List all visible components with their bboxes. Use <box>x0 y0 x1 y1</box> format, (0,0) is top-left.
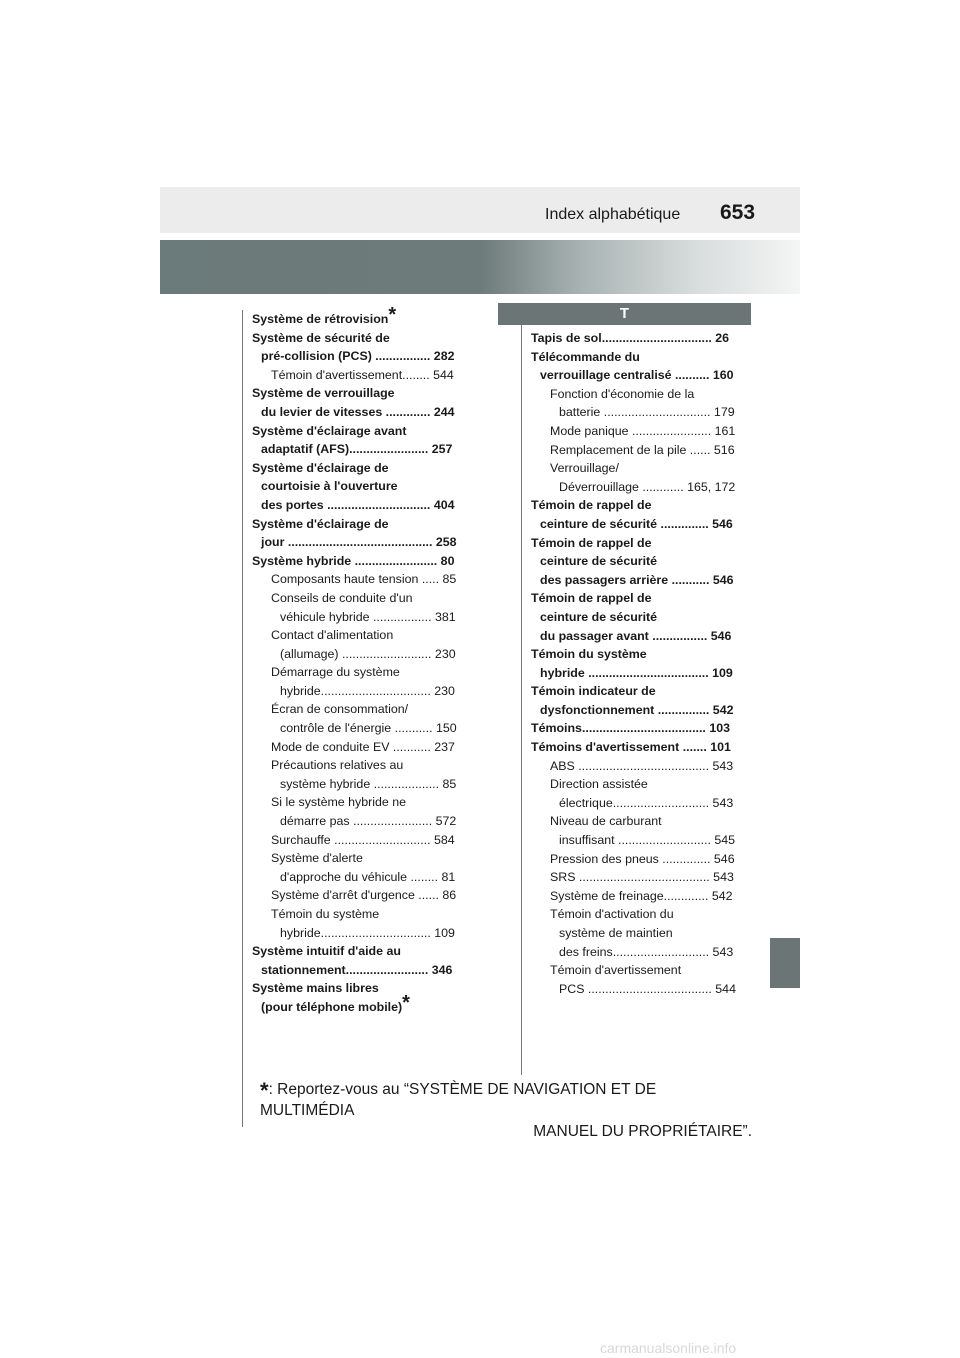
index-entry <box>252 459 472 515</box>
index-entry-line: Direction assistée <box>550 777 648 792</box>
index-entry-line: Système d'alerte <box>271 851 363 866</box>
index-entry <box>531 850 751 869</box>
index-entry <box>531 329 751 348</box>
index-entry-line: Témoin du système <box>271 907 380 921</box>
index-entry-line: d'approche du véhicule ........ 81 <box>280 869 456 884</box>
index-entry-line: Mode panique ....................... 161 <box>550 423 736 438</box>
index-entry-line: verrouillage centralisé .......... 160 <box>540 368 734 383</box>
footnote-reference-asterisk: * <box>388 304 397 326</box>
index-entry-line: Remplacement de la pile ...... 516 <box>550 442 735 457</box>
index-entry-line: dysfonctionnement ............... 542 <box>540 702 734 717</box>
index-entry <box>252 304 472 329</box>
index-entry <box>252 422 472 459</box>
index-entry-line: Composants haute tension ..... 85 <box>271 572 457 587</box>
index-entry-line: batterie ............................... 179 <box>559 405 735 420</box>
index-entry-line: Précautions relatives au <box>271 758 404 773</box>
index-entry <box>531 459 751 496</box>
index-entry <box>252 738 472 757</box>
index-entry-line: hybride................................ 109 <box>280 925 455 940</box>
chapter-gradient-bar <box>160 240 800 294</box>
index-entry-line: Verrouillage/ <box>550 461 619 476</box>
index-entry <box>531 961 751 998</box>
index-entry-line: insuffisant ........................... 545 <box>559 833 736 848</box>
index-entry-line: Témoin d'avertissement <box>550 963 682 978</box>
index-entry <box>252 849 472 886</box>
index-entry-line: Télécommande du <box>531 349 640 364</box>
index-entry-line: système de maintien <box>559 926 673 940</box>
page-header-title: Index alphabétique <box>545 206 681 223</box>
index-entry-line: hybride ................................... 109 <box>540 665 733 680</box>
index-entry-line: Tapis de sol................................ 26 <box>531 331 730 345</box>
column-divider <box>521 310 522 1075</box>
index-entry-line: Conseils de conduite d'un <box>271 590 413 605</box>
index-entry-line: Système d'arrêt d'urgence ...... 86 <box>271 888 457 903</box>
index-entry <box>252 552 472 571</box>
index-entry <box>252 905 472 942</box>
index-entry <box>252 589 472 626</box>
index-entry-line: Témoin de rappel de <box>531 535 652 550</box>
index-entry-line: ceinture de sécurité <box>540 609 658 624</box>
index-entry <box>252 942 472 979</box>
index-entry <box>531 812 751 849</box>
index-entry-line: Témoin d'avertissement........ 544 <box>271 367 454 382</box>
index-entry-line: adaptatif (AFS)....................... 257 <box>261 442 453 457</box>
index-entry-line: des portes .............................. 404 <box>261 497 455 512</box>
header-band <box>160 187 800 233</box>
index-entry-line: Témoin indicateur de <box>531 684 656 699</box>
page-number: 653 <box>720 201 756 224</box>
footnote <box>260 1076 752 1142</box>
index-entry <box>252 626 472 663</box>
chapter-side-tab <box>770 938 800 988</box>
index-entry-line: Système d'éclairage avant <box>252 423 407 438</box>
index-entry-line: Déverrouillage ............ 165, 172 <box>559 479 736 494</box>
index-entry-line: Témoin de rappel de <box>531 591 652 606</box>
index-entry-line: courtoisie à l'ouverture <box>261 479 398 494</box>
index-entry-line: véhicule hybride ................. 381 <box>280 609 456 624</box>
index-entry <box>531 348 751 385</box>
index-entry-line: Système intuitif d'aide au <box>252 944 401 959</box>
index-entry <box>531 441 751 460</box>
index-entry-line: PCS .................................... 544 <box>559 981 736 996</box>
index-entry <box>531 868 751 887</box>
index-entry-line: Système de freinage............. 542 <box>550 888 733 903</box>
index-entry <box>531 534 751 590</box>
index-entry-line: Démarrage du système <box>271 665 400 680</box>
index-column-right <box>531 329 751 998</box>
index-entry <box>531 496 751 533</box>
index-entry <box>252 793 472 830</box>
index-entry <box>531 738 751 757</box>
left-column-rule <box>242 310 243 1127</box>
index-entry-line: Témoin d'activation du <box>550 907 674 922</box>
index-entry <box>252 329 472 366</box>
index-entry <box>531 757 751 776</box>
index-entry <box>531 719 751 738</box>
footnote-line-2: MANUEL DU PROPRIÉTAIRE”. <box>533 1123 752 1140</box>
index-entry-line: ceinture de sécurité <box>540 554 658 569</box>
index-entry-line: ABS ...................................... 543 <box>550 758 734 773</box>
index-entry-line: Contact d'alimentation <box>271 628 394 643</box>
index-entry <box>252 515 472 552</box>
index-entry <box>531 887 751 906</box>
index-entry <box>252 366 472 385</box>
index-entry-line: Niveau de carburant <box>550 814 662 829</box>
index-entry-line: (allumage) .......................... 230 <box>280 646 456 661</box>
watermark: carmanualsonline.info <box>600 1340 737 1356</box>
index-column-left <box>252 304 472 1017</box>
index-entry-line: Fonction d'économie de la <box>550 386 695 401</box>
index-entry <box>252 663 472 700</box>
index-entry-line: Témoins d'avertissement ....... 101 <box>531 740 731 755</box>
index-entry <box>531 422 751 441</box>
index-entry-line: ceinture de sécurité .............. 546 <box>540 516 733 531</box>
index-entry-line: stationnement........................ 346 <box>261 962 453 977</box>
index-entry-line: contrôle de l'énergie ........... 150 <box>280 721 457 736</box>
index-entry <box>531 682 751 719</box>
index-entry <box>252 831 472 850</box>
footnote-line-1: : Reportez-vous au “SYSTÈME DE NAVIGATION ET DE MULTIMÉDIA <box>260 1081 657 1119</box>
index-entry-line: Si le système hybride ne <box>271 795 406 810</box>
index-entry <box>531 775 751 812</box>
footnote-reference-asterisk: * <box>402 991 410 1014</box>
index-entry-line: hybride................................ 230 <box>280 683 455 698</box>
index-entry-line: du passager avant ................ 546 <box>540 628 732 643</box>
index-entry-line: Surchauffe ............................ 584 <box>271 832 455 847</box>
index-entry-line: Système d'éclairage de <box>252 516 389 531</box>
index-entry-line: des passagers arrière ........... 546 <box>540 572 734 587</box>
index-entry <box>252 384 472 421</box>
index-entry-line: du levier de vitesses ............. 244 <box>261 404 455 419</box>
index-entry <box>252 886 472 905</box>
index-entry-line: Système d'éclairage de <box>252 460 389 475</box>
index-entry <box>531 905 751 961</box>
index-entry <box>531 385 751 422</box>
index-entry-line: (pour téléphone mobile) <box>261 999 403 1014</box>
index-entry-line: Témoin de rappel de <box>531 498 652 513</box>
section-letter-header: T <box>498 303 751 325</box>
index-entry-line: des freins............................ 543 <box>559 944 734 959</box>
index-entry-line: Pression des pneus .............. 546 <box>550 851 735 866</box>
index-entry-line: Témoin du système <box>531 647 647 662</box>
index-entry <box>252 756 472 793</box>
index-entry-line: démarre pas ....................... 572 <box>280 814 457 829</box>
index-entry-line: Système de sécurité de <box>252 330 390 345</box>
index-entry-line: système hybride ................... 85 <box>280 776 457 791</box>
index-entry-line: Système de rétrovision <box>252 312 389 326</box>
index-entry <box>252 570 472 589</box>
index-entry-line: pré-collision (PCS) ................ 282 <box>261 349 455 364</box>
index-entry <box>252 979 472 1016</box>
index-entry <box>531 589 751 645</box>
index-entry-line: Système mains libres <box>252 981 379 996</box>
index-entry-line: Système hybride ........................ 80 <box>252 553 455 568</box>
index-entry-line: Mode de conduite EV ........... 237 <box>271 739 455 754</box>
index-entry-line: Témoins.................................... 103 <box>531 721 730 736</box>
index-entry-line: jour .......................................... 258 <box>261 535 457 550</box>
index-entry-line: électrique............................ 543 <box>559 795 734 810</box>
footnote-marker: * <box>260 1078 269 1103</box>
index-entry-line: SRS ...................................... 543 <box>550 870 734 885</box>
index-entry <box>252 700 472 737</box>
index-entry-line: Écran de consommation/ <box>271 702 409 717</box>
index-entry-line: Système de verrouillage <box>252 386 395 401</box>
index-entry <box>531 645 751 682</box>
